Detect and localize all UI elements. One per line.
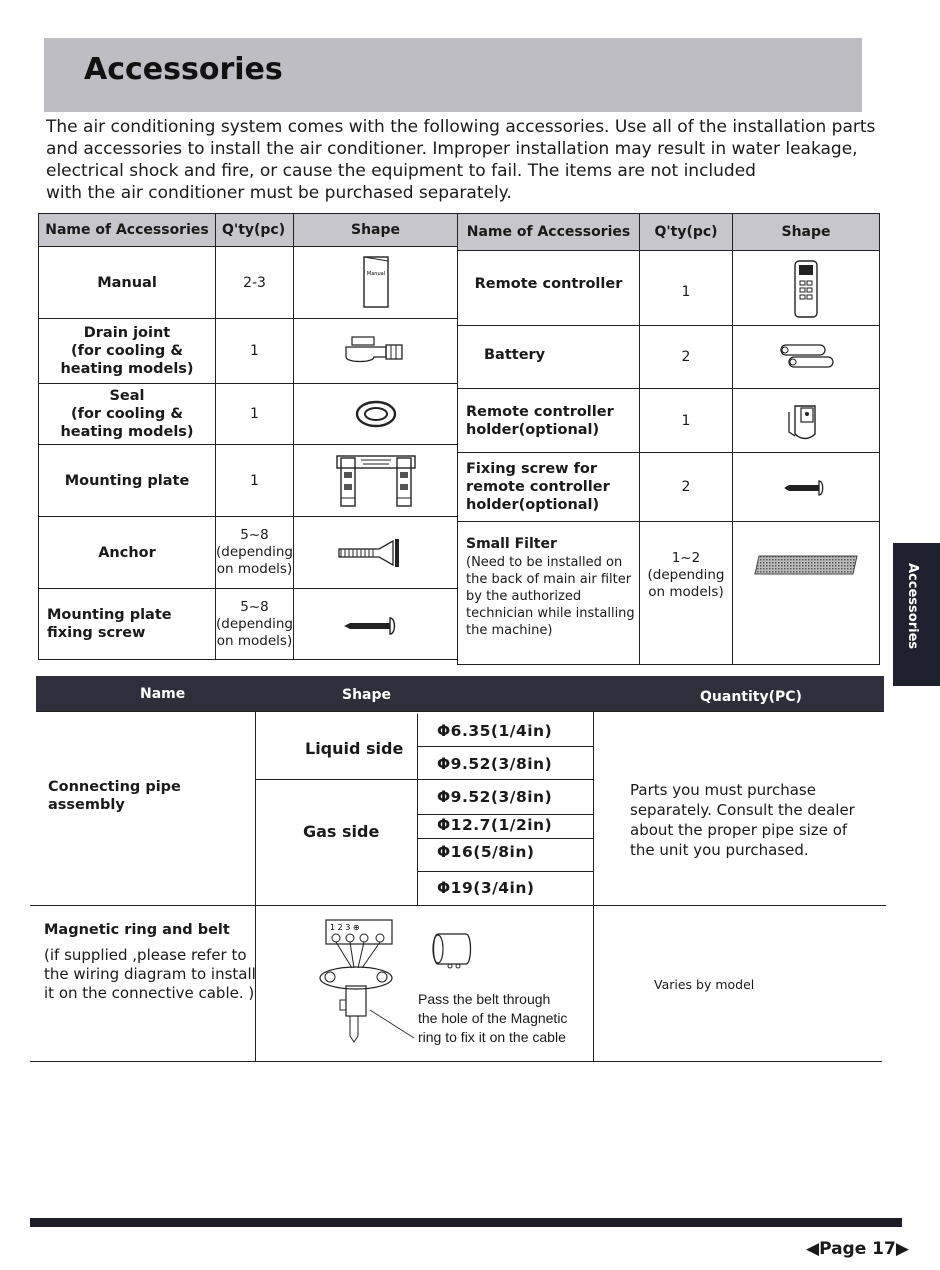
col-header-qty: Q'ty(pc) — [215, 213, 294, 247]
qty-drain-joint: 1 — [215, 318, 294, 384]
remote-holder-icon — [781, 396, 831, 446]
shape-mounting-plate — [293, 444, 458, 517]
shape-battery — [732, 325, 880, 389]
name-mounting-screw: Mounting plate fixing screw — [38, 588, 216, 660]
shape-mounting-screw — [293, 588, 458, 660]
svg-text:1 2 3 ⊕: 1 2 3 ⊕ — [330, 923, 360, 932]
fixing-screw-icon — [776, 472, 836, 502]
magnetic-ring-name: Magnetic ring and belt — [44, 922, 230, 938]
side-tab — [893, 543, 940, 686]
mounting-plate-icon — [331, 450, 421, 512]
col-header-qty-2: Q'ty(pc) — [639, 213, 733, 251]
qty-anchor: 5~8 (depending on models) — [215, 516, 294, 589]
qty-mounting-screw: 5~8 (depending on models) — [215, 588, 294, 660]
accessories-table — [38, 213, 880, 665]
qty-mounting-plate: 1 — [215, 444, 294, 517]
drain-joint-icon — [336, 331, 416, 371]
divider — [417, 871, 593, 872]
qty-seal: 1 — [215, 383, 294, 445]
col-header-shape-2: Shape — [732, 213, 880, 251]
side-tab-label: Accessories — [905, 563, 920, 650]
pipe-table-header — [36, 676, 884, 712]
shape-seal — [293, 383, 458, 445]
shape-drain-joint — [293, 318, 458, 384]
pipe-size: Φ12.7(1/2in) — [437, 816, 553, 834]
col-header-name-2: Name of Accessories — [457, 213, 640, 251]
shape-remote-controller — [732, 250, 880, 326]
small-filter-cell — [457, 521, 640, 665]
battery-icon — [771, 337, 841, 377]
intro-line: with the air conditioner must be purchased separately. — [46, 183, 512, 203]
qty-remote-holder: 1 — [639, 388, 733, 453]
name-remote-holder: Remote controller holder(optional) — [457, 388, 640, 453]
divider — [417, 838, 593, 839]
gas-side-label: Gas side — [303, 822, 380, 841]
page-number: ◀Page 17▶ — [806, 1239, 909, 1259]
anchor-icon — [331, 533, 421, 573]
intro-line: The air conditioning system comes with the following accessories. Use all of the installation parts — [46, 117, 876, 137]
footer-bar — [30, 1218, 902, 1227]
shape-anchor — [293, 516, 458, 589]
svg-text:Manual: Manual — [366, 270, 385, 277]
col-header-shape-t2: Shape — [342, 687, 392, 703]
name-anchor: Anchor — [38, 516, 216, 589]
divider — [255, 711, 256, 1061]
name-remote-controller: Remote controller — [457, 250, 640, 326]
name-mounting-plate: Mounting plate — [38, 444, 216, 517]
pipe-quantity-note: Parts you must purchase separately. Consult the dealer about the proper pipe size of the unit you purchased. — [630, 781, 855, 859]
divider — [417, 746, 593, 747]
name-drain-joint: Drain joint (for cooling & heating models) — [38, 318, 216, 384]
name-small-filter: Small Filter — [466, 536, 557, 552]
page-title: Accessories — [84, 52, 283, 87]
divider — [417, 814, 593, 815]
qty-remote-controller: 1 — [639, 250, 733, 326]
pipe-size: Φ16(5/8in) — [437, 843, 535, 861]
divider — [36, 711, 884, 712]
col-header-name: Name of Accessories — [38, 213, 216, 247]
qty-small-filter: 1~2 (depending on models) — [639, 521, 733, 665]
name-battery: Battery — [457, 325, 640, 389]
remote-controller-icon — [786, 255, 826, 321]
intro-line: and accessories to install the air conditioner. Improper installation may result in water leakage, — [46, 139, 858, 159]
divider — [593, 711, 594, 1061]
pipe-size: Φ9.52(3/8in) — [437, 788, 553, 806]
name-seal: Seal (for cooling & heating models) — [38, 383, 216, 445]
qty-manual: 2-3 — [215, 246, 294, 319]
magnetic-ring-quantity: Varies by model — [654, 977, 755, 992]
small-filter-note: (Need to be installed on the back of main air filter by the authorized technician while installing the machine) — [466, 555, 635, 638]
name-fixing-screw: Fixing screw for remote controller holder(optional) — [457, 452, 640, 522]
seal-icon — [351, 394, 401, 434]
col-header-shape: Shape — [293, 213, 458, 247]
shape-remote-holder — [732, 388, 880, 453]
manual-icon — [346, 251, 406, 315]
connecting-pipe-name: Connecting pipe assembly — [48, 779, 181, 813]
pipe-size: Φ6.35(1/4in) — [437, 722, 553, 740]
divider — [417, 714, 418, 906]
magnetic-ring-note: (if supplied ,please refer to the wiring diagram to install it on the connective cable. ) — [44, 946, 256, 1002]
intro-paragraph — [46, 116, 876, 204]
pipe-size: Φ9.52(3/8in) — [437, 755, 553, 773]
col-header-qty-t2: Quantity(PC) — [700, 689, 802, 705]
intro-line: electrical shock and fire, or cause the equipment to fail. The items are not included — [46, 161, 756, 181]
shape-manual — [293, 246, 458, 319]
divider — [256, 779, 593, 780]
liquid-side-label: Liquid side — [305, 739, 404, 758]
col-header-name-t2: Name — [140, 686, 186, 702]
divider — [30, 905, 886, 906]
pipe-size: Φ19(3/4in) — [437, 879, 535, 897]
qty-fixing-screw: 2 — [639, 452, 733, 522]
shape-small-filter — [732, 521, 880, 665]
filter-icon — [751, 550, 861, 580]
magnetic-ring-shape-note: Pass the belt through the hole of the Magnetic ring to fix it on the cable — [418, 991, 568, 1045]
qty-battery: 2 — [639, 325, 733, 389]
name-manual: Manual — [38, 246, 216, 319]
screw-icon — [336, 606, 416, 642]
divider — [30, 1061, 882, 1062]
shape-fixing-screw — [732, 452, 880, 522]
